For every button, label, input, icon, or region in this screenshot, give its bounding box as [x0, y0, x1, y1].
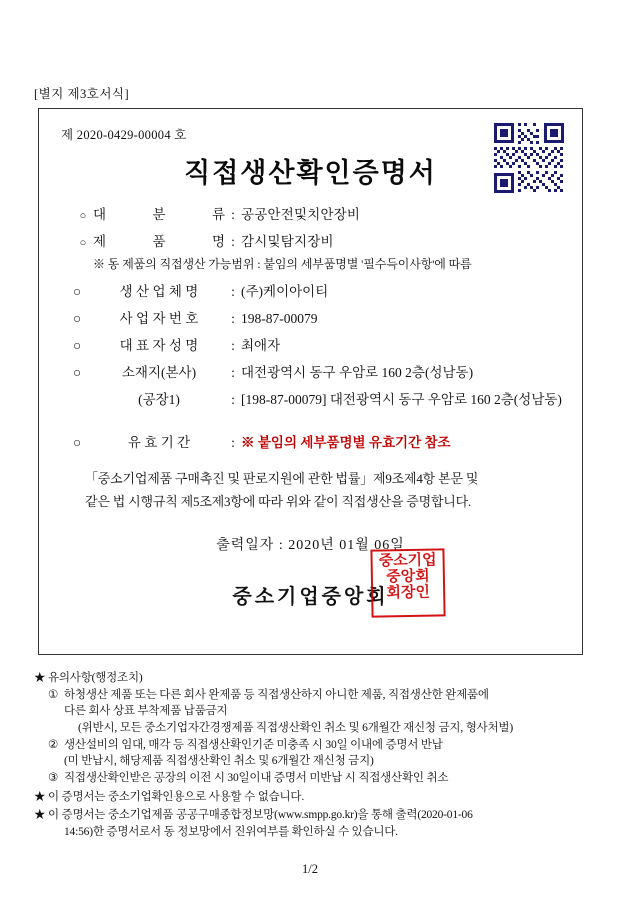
field-value-factory: [198-87-00079] 대전광역시 동구 우암로 160 2층(성남동)	[241, 391, 562, 407]
field-label-address: 소재지(본사)	[121, 364, 197, 380]
field-label-validity: 유 효 기 간	[127, 434, 191, 450]
field-row-business-number	[39, 303, 582, 330]
field-row-factory	[39, 384, 582, 411]
legal-line-1: 「중소기업제품 구매촉진 및 판로지원에 관한 법률」제9조제4항 본문 및	[85, 471, 479, 486]
note-number: ③	[48, 772, 59, 785]
portal-line-cont: 14:56)한 증명서로서 동 정보망에서 진위여부를 확인하실 수 있습니다.	[64, 826, 398, 839]
field-row-company	[39, 276, 582, 303]
field-label-factory: (공장1)	[138, 391, 180, 407]
official-seal-icon	[370, 548, 445, 617]
note-number: ②	[48, 738, 59, 751]
bullet-icon: ○	[73, 434, 82, 450]
field-value-product: 감시및탐지장비	[241, 233, 334, 249]
field-row-category	[39, 199, 582, 226]
bullet-icon: ○	[73, 364, 82, 380]
note-text: 하청생산 제품 또는 다른 회사 완제품 등 직접생산하지 아니한 제품, 직접생산한 완제품에	[64, 688, 489, 701]
note-item	[34, 770, 594, 787]
field-label-category: 대 분 류	[93, 206, 225, 222]
portal-line: ★ 이 증명서는 중소기업제품 공공구매종합정보망(www.smpp.go.kr)을 통해 출력(2020-01-06	[34, 809, 473, 822]
note-number: ①	[48, 688, 59, 701]
note-item	[34, 737, 594, 754]
field-value-address: 대전광역시 동구 우암로 160 2층(성남동)	[241, 364, 474, 380]
field-value-category: 공공안전및치안장비	[241, 206, 361, 222]
field-value-business-number: 198-87-00079	[241, 310, 318, 326]
field-value-company: (주)케이아이티	[241, 283, 329, 299]
note-subtext: (위반시, 모든 중소기업자간경쟁제품 직접생산확인 취소 및 6개월간 재신청 금지, 형사처벌)	[78, 722, 513, 735]
bullet-icon: ○	[73, 310, 82, 326]
field-label-product: 제 품 명	[93, 233, 225, 249]
seal-line-1: 중소기업	[378, 552, 437, 570]
bullet-icon: ○	[79, 209, 87, 222]
legal-statement	[39, 454, 582, 514]
colon: :	[231, 206, 235, 222]
legal-line-2: 같은 법 시행규칙 제5조제3항에 따라 위와 같이 직접생산을 증명합니다.	[85, 493, 472, 509]
field-label-company: 생 산 업 체 명	[119, 283, 199, 299]
colon: :	[231, 283, 235, 299]
colon: :	[231, 337, 235, 353]
colon: :	[231, 391, 235, 407]
issue-date: 출력일자 : 2020년 01월 06일	[216, 537, 405, 553]
certificate-box	[38, 108, 583, 655]
field-row-address	[39, 357, 582, 384]
colon: :	[231, 310, 235, 326]
disclaimer-line: ★ 이 증명서는 중소기업확인용으로 사용할 수 없습니다.	[34, 790, 305, 803]
form-label: [별지 제3호서식]	[34, 87, 130, 101]
notes-heading: ★ 유의사항(행정조치)	[34, 672, 143, 684]
note-text: 직접생산확인받은 공장의 이전 시 30일이내 증명서 미반납 시 직접생산확인 취소	[64, 772, 449, 785]
seal-line-2: 중앙회	[386, 568, 430, 586]
certificate-title: 직접생산확인증명서	[184, 158, 437, 188]
field-value-representative: 최애자	[241, 337, 281, 353]
note-subtext: 다른 회사 상표 부착제품 납품금지	[64, 705, 228, 718]
colon: :	[231, 364, 235, 380]
field-row-validity	[39, 427, 582, 454]
field-value-validity: ※ 붙임의 세부품명별 유효기간 참조	[241, 434, 451, 450]
bullet-icon: ○	[73, 337, 82, 353]
field-label-representative: 대 표 자 성 명	[119, 337, 199, 353]
field-row-representative	[39, 330, 582, 357]
bullet-icon: ○	[73, 283, 82, 299]
issuer-name: 중소기업중앙회	[232, 585, 389, 608]
field-label-business-number: 사 업 자 번 호	[119, 310, 199, 326]
field-row-product	[39, 226, 582, 253]
certificate-fields	[39, 199, 582, 609]
note-subtext: (미 반납시, 해당제품 직접생산확인 취소 및 6개월간 재신청 금지)	[64, 755, 374, 768]
colon: :	[231, 434, 235, 450]
notes-section	[34, 668, 594, 841]
note-item	[34, 687, 594, 704]
note-text: 생산설비의 임대, 매각 등 직접생산확인기준 미충족 시 30일 이내에 증명서 반납	[64, 738, 443, 751]
product-scope-note: ※ 동 제품의 직접생산 가능범위 : 붙임의 세부품명별 '필수득이사항'에 따름	[93, 257, 472, 271]
certificate-number: 제 2020-0429-00004 호	[61, 128, 187, 142]
page-number: 1/2	[302, 862, 318, 876]
colon: :	[231, 233, 235, 249]
seal-line-3: 회장인	[386, 584, 431, 601]
bullet-icon: ○	[79, 236, 87, 249]
